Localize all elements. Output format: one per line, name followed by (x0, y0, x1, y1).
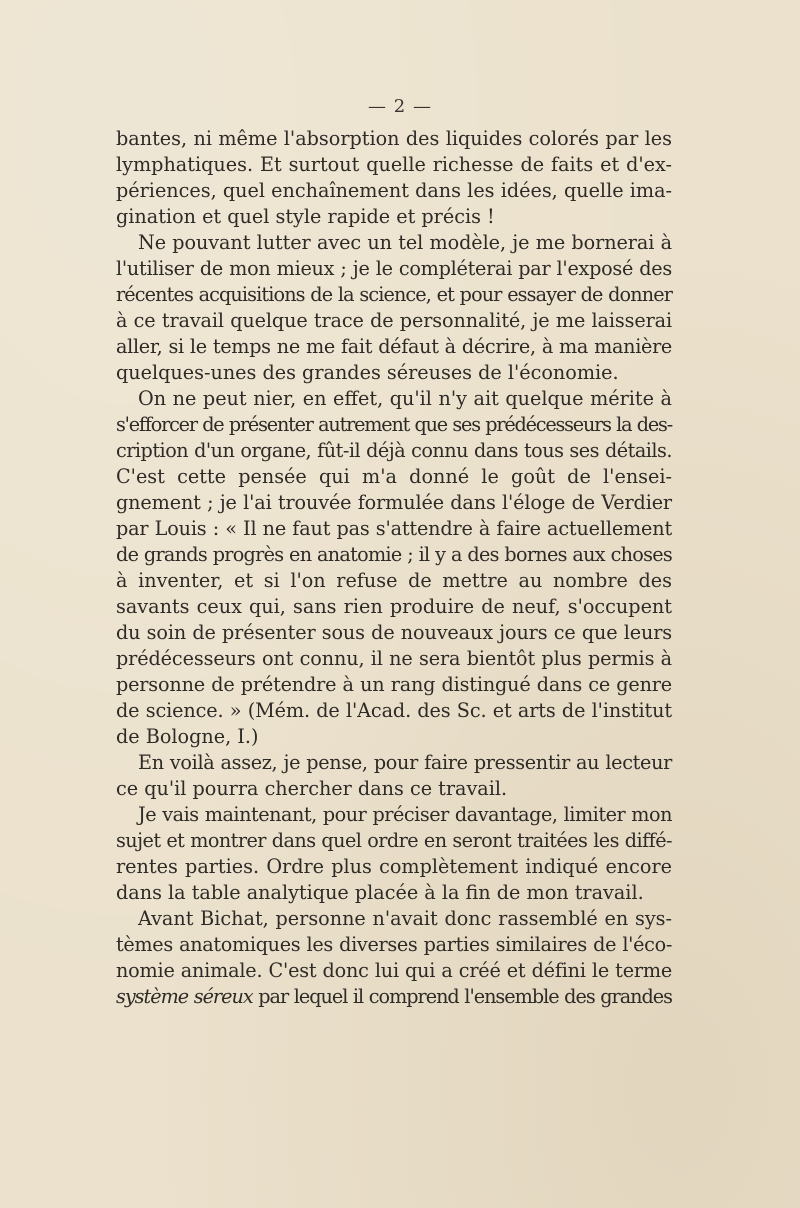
text-line: prédécesseurs ont connu, il ne sera bientôt plus permis à (116, 647, 672, 670)
text-line: aller, si le temps ne me fait défaut à décrire, à ma manière (116, 335, 672, 358)
text-line: ce qu'il pourra chercher dans ce travail. (116, 777, 508, 800)
text-line: bantes, ni même l'absorption des liquides colorés par les (116, 127, 672, 150)
text-line: lymphatiques. Et surtout quelle richesse de faits et d'ex- (116, 153, 672, 176)
text-line: gnement ; je l'ai trouvée formulée dans l'éloge de Verdier (116, 491, 672, 514)
text-line: l'utiliser de mon mieux ; je le compléterai par l'exposé des (116, 257, 672, 280)
text-line: par Louis : « Il ne faut pas s'attendre à faire actuellement (116, 517, 672, 540)
text-line: C'est cette pensée qui m'a donné le goût de l'ensei- (116, 465, 672, 488)
text-line: savants ceux qui, sans rien produire de neuf, s'occupent (116, 595, 672, 618)
text-line: Je vais maintenant, pour préciser davantage, limiter mon (138, 803, 672, 826)
text-line-final (116, 984, 672, 1010)
text-line: récentes acquisitions de la science, et pour essayer de donner (116, 283, 672, 306)
text-line: quelques-unes des grandes séreuses de l'économie. (116, 361, 619, 384)
body-text (116, 126, 672, 1010)
text-line: périences, quel enchaînement dans les idées, quelle ima- (116, 179, 672, 202)
text-line: de science. » (Mém. de l'Acad. des Sc. et arts de l'institut (116, 699, 672, 722)
text-line: à inventer, et si l'on refuse de mettre au nombre des (116, 569, 672, 592)
text-line: On ne peut nier, en effet, qu'il n'y ait quelque mérite à (138, 387, 672, 410)
text-line: tèmes anatomiques les diverses parties similaires de l'éco- (116, 933, 672, 956)
text-line: nomie animale. C'est donc lui qui a créé et défini le terme (116, 959, 672, 982)
text-line: dans la table analytique placée à la fin de mon travail. (116, 881, 644, 904)
page-number: — 2 — (368, 96, 432, 117)
text-line: gination et quel style rapide et précis ! (116, 205, 495, 228)
text-line: cription d'un organe, fût-il déjà connu dans tous ses détails. (116, 439, 672, 462)
italic-term: système séreux (116, 985, 253, 1008)
text-line: Ne pouvant lutter avec un tel modèle, je me bornerai à (138, 231, 672, 254)
text-line-rest: par lequel il comprend l'ensemble des grandes (252, 985, 672, 1008)
text-line: de grands progrès en anatomie ; il y a des bornes aux choses (116, 543, 672, 566)
text-line: à ce travail quelque trace de personnalité, je me laisserai (116, 309, 672, 332)
text-line: de Bologne, I.) (116, 725, 259, 748)
text-line: sujet et montrer dans quel ordre en seront traitées les diffé- (116, 829, 672, 852)
text-line: du soin de présenter sous de nouveaux jours ce que leurs (116, 621, 672, 644)
text-line: En voilà assez, je pense, pour faire pressentir au lecteur (138, 751, 672, 774)
text-line: s'efforcer de présenter autrement que ses prédécesseurs la des- (116, 413, 672, 436)
text-line: Avant Bichat, personne n'avait donc rassemblé en sys- (138, 907, 672, 930)
text-line: rentes parties. Ordre plus complètement indiqué encore (116, 855, 672, 878)
text-line: personne de prétendre à un rang distingué dans ce genre (116, 673, 672, 696)
